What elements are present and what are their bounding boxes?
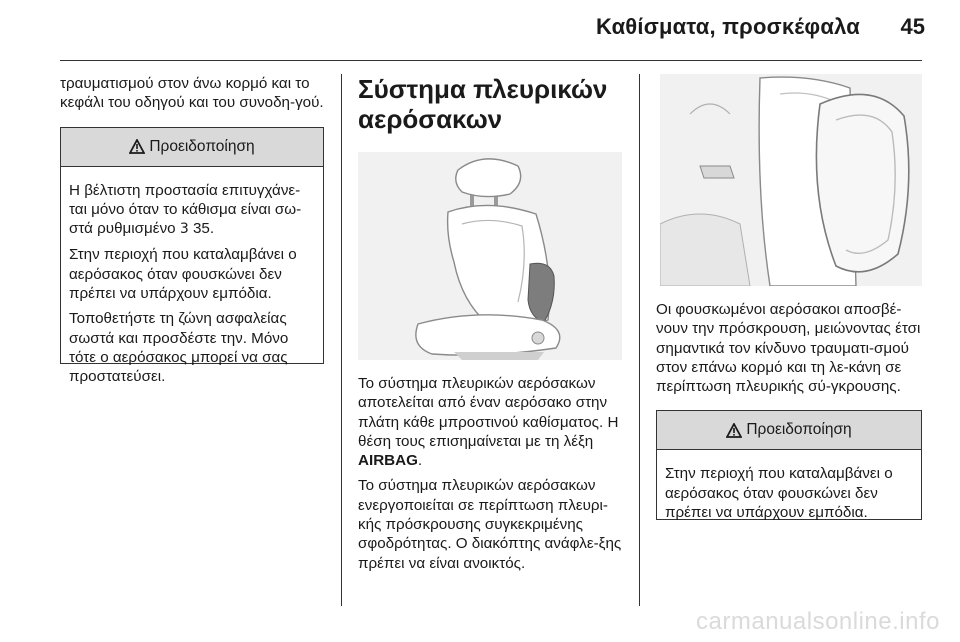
page-reference: 35. <box>188 220 215 238</box>
airbag-text-end: . <box>417 452 423 470</box>
warning-triangle-icon <box>129 139 145 154</box>
airbag-text: Το σύστημα πλευρικών αερόσακων αποτελείται από έναν αερόσακο στην πλάτη κάθε μπροστινού καθίσματος. Η θέση τους επισημαίνεται με τη λέξη <box>358 375 619 450</box>
airbag-description <box>358 374 622 470</box>
warning-paragraph: Στην περιοχή που καταλαμβάνει ο αερόσακος όταν φουσκώνει δεν πρέπει να υπάρχουν εμπόδια. <box>69 246 297 303</box>
column-3 <box>656 74 922 520</box>
header-divider <box>60 60 922 61</box>
column-divider-2 <box>639 74 640 606</box>
warning-body <box>657 450 921 534</box>
inflated-side-airbag-illustration <box>660 74 922 286</box>
warning-paragraph <box>69 181 315 240</box>
page-number: 45 <box>900 14 925 39</box>
warning-title: Προειδοποίηση <box>149 137 255 155</box>
warning-paragraph: Τοποθετήστε τη ζώνη ασφαλείας σωστά και προσδέστε την. Μόνο τότε ο αερόσακος μπορεί να σας προστατεύσει. <box>69 310 289 386</box>
page-title: Καθίσματα, προσκέφαλα <box>596 14 860 39</box>
warning-box <box>656 410 922 520</box>
warning-header <box>657 411 921 450</box>
warning-box <box>60 127 324 386</box>
page-reference-icon: 3 <box>179 221 189 238</box>
warning-title: Προειδοποίηση <box>746 421 852 439</box>
airbag-label: AIRBAG <box>358 452 418 470</box>
watermark: carmanualsonline.info <box>696 608 940 635</box>
warning-paragraph: Στην περιοχή που καταλαμβάνει ο αερόσακος όταν φουσκώνει δεν πρέπει να υπάρχουν εμπόδια. <box>665 465 893 522</box>
column-divider-1 <box>341 74 342 606</box>
inflation-paragraph: Οι φουσκωμένοι αερόσακοι αποσβέ-νουν την πρόσκρουση, μειώνοντας έτσι σημαντικά τον κίνδυνο τραυματι-σμού στον επάνω κορμό και τη λε-κάνη σε περίπτωση πλευρικής σύ-γκρουσης. <box>656 301 921 396</box>
section-heading: Σύστημα πλευρικών αερόσακων <box>358 74 608 134</box>
intro-paragraph: τραυματισμού στον άνω κορμό και το κεφάλι του οδηγού και του συνοδη-γού. <box>60 75 324 112</box>
warning-header <box>61 128 323 167</box>
column-2 <box>358 74 622 573</box>
column-1 <box>60 74 324 386</box>
seat-side-airbag-illustration <box>358 152 622 360</box>
activation-paragraph: Το σύστημα πλευρικών αερόσακων ενεργοποιείται σε περίπτωση πλευρι-κής πρόσκρουσης συγκεκριμένης σφοδρότητας. Ο διακόπτης ανάφλε-ξης πρέπει να είναι ανοικτός. <box>358 477 622 572</box>
warning-text: Η βέλτιστη προστασία επιτυγχάνε-ται μόνο όταν το κάθισμα είναι σω-στά ρυθμισμένο <box>69 181 302 238</box>
warning-body <box>61 167 323 399</box>
warning-triangle-icon <box>726 423 742 438</box>
